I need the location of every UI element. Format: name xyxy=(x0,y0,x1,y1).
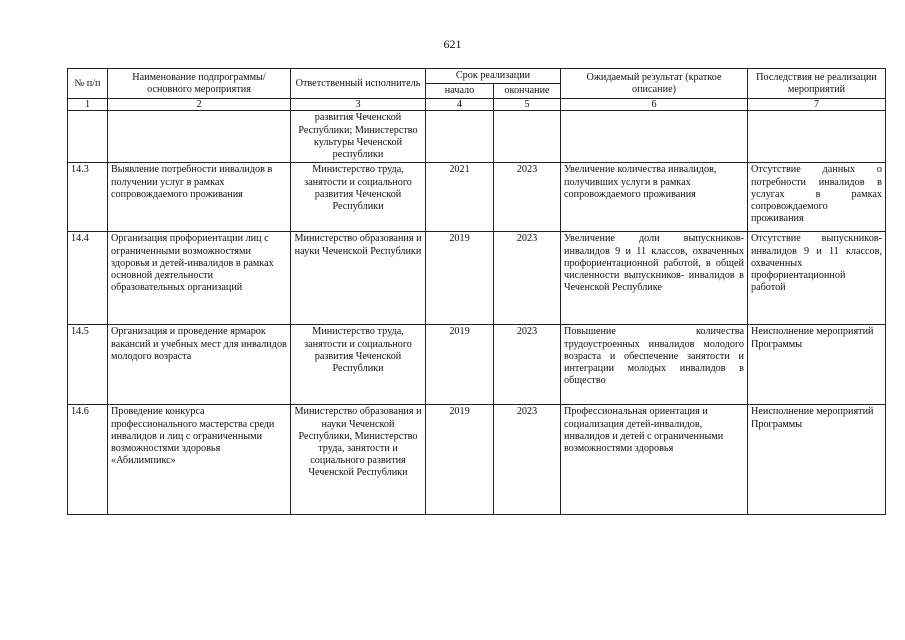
cell-executor: развития Чеченской Республики; Министерство культуры Чеченской республики xyxy=(291,111,426,163)
cell-consequence: Отсутствие данных о потребности инвалидов в услугах в рамках сопровождаемого проживания xyxy=(748,163,886,232)
table-row xyxy=(68,232,886,325)
column-number-row xyxy=(68,99,886,111)
cell-executor: Министерство труда, занятости и социального развития Чеченской Республики xyxy=(291,163,426,232)
cell-name: Организация профориентации лиц с ограниченными возможностями здоровья и детей-инвалидов в рамках основной деятельности образовательных организаций xyxy=(108,232,291,325)
cell-start: 2019 xyxy=(426,232,494,325)
column-number: 7 xyxy=(748,99,886,111)
cell-consequence: Отсутствие выпускников- инвалидов 9 и 11 классов, охваченных профориентационной работой xyxy=(748,232,886,325)
header-end: окончание xyxy=(494,84,561,99)
cell-num xyxy=(68,111,108,163)
cell-start: 2019 xyxy=(426,325,494,405)
cell-name: Организация и проведение ярмарок вакансий и учебных мест для инвалидов молодого возраста xyxy=(108,325,291,405)
cell-executor: Министерство образования и науки Чеченской Республики, Министерство труда, занятости и социального развития Чеченской Республики xyxy=(291,405,426,515)
cell-start: 2021 xyxy=(426,163,494,232)
cell-name: Проведение конкурса профессионального мастерства среди инвалидов и лиц с ограниченными возможностями здоровья «Абилимпикс» xyxy=(108,405,291,515)
cell-num: 14.6 xyxy=(68,405,108,515)
table-row xyxy=(68,163,886,232)
cell-executor: Министерство труда, занятости и социального развития Чеченской Республики xyxy=(291,325,426,405)
cell-consequence: Неисполнение мероприятий Программы xyxy=(748,405,886,515)
cell-end: 2023 xyxy=(494,163,561,232)
cell-num: 14.5 xyxy=(68,325,108,405)
column-number: 4 xyxy=(426,99,494,111)
cell-executor: Министерство образования и науки Чеченской Республики xyxy=(291,232,426,325)
cell-name: Выявление потребности инвалидов в получении услуг в рамках сопровождаемого проживания xyxy=(108,163,291,232)
cell-end: 2023 xyxy=(494,405,561,515)
table-row xyxy=(68,325,886,405)
header-name: Наименование подпрограммы/ основного мероприятия xyxy=(108,69,291,99)
header-num: № п/п xyxy=(68,69,108,99)
header-executor: Ответственный исполнитель xyxy=(291,69,426,99)
cell-result: Повышение количества трудоустроенных инвалидов молодого возраста и обеспечение занятости и интеграции молодых инвалидов в общество xyxy=(561,325,748,405)
cell-end xyxy=(494,111,561,163)
table-row xyxy=(68,405,886,515)
cell-result: Увеличение доли выпускников-инвалидов 9 и 11 классов, охваченных профориентационной работой, в общей численности выпускников- инвалидов в Чеченской Республике xyxy=(561,232,748,325)
program-table xyxy=(67,68,886,515)
cell-result: Профессиональная ориентация и социализация детей-инвалидов, инвалидов и детей с ограниченными возможностями здоровья xyxy=(561,405,748,515)
page-number: 621 xyxy=(443,37,462,51)
cell-end: 2023 xyxy=(494,232,561,325)
cell-result: Увеличение количества инвалидов, получивших услуги в рамках сопровождаемого проживания xyxy=(561,163,748,232)
cell-num: 14.3 xyxy=(68,163,108,232)
cell-num: 14.4 xyxy=(68,232,108,325)
column-number: 1 xyxy=(68,99,108,111)
header-row-1 xyxy=(68,69,886,84)
column-number: 6 xyxy=(561,99,748,111)
column-number: 5 xyxy=(494,99,561,111)
cell-result xyxy=(561,111,748,163)
cell-start: 2019 xyxy=(426,405,494,515)
continuation-row xyxy=(68,111,886,163)
header-period: Срок реализации xyxy=(426,69,561,84)
cell-end: 2023 xyxy=(494,325,561,405)
cell-consequence xyxy=(748,111,886,163)
column-number: 2 xyxy=(108,99,291,111)
column-number: 3 xyxy=(291,99,426,111)
cell-consequence: Неисполнение мероприятий Программы xyxy=(748,325,886,405)
header-consequence: Последствия не реализации мероприятий xyxy=(748,69,886,99)
header-start: начало xyxy=(426,84,494,99)
cell-start xyxy=(426,111,494,163)
cell-name xyxy=(108,111,291,163)
header-result: Ожидаемый результат (краткое описание) xyxy=(561,69,748,99)
